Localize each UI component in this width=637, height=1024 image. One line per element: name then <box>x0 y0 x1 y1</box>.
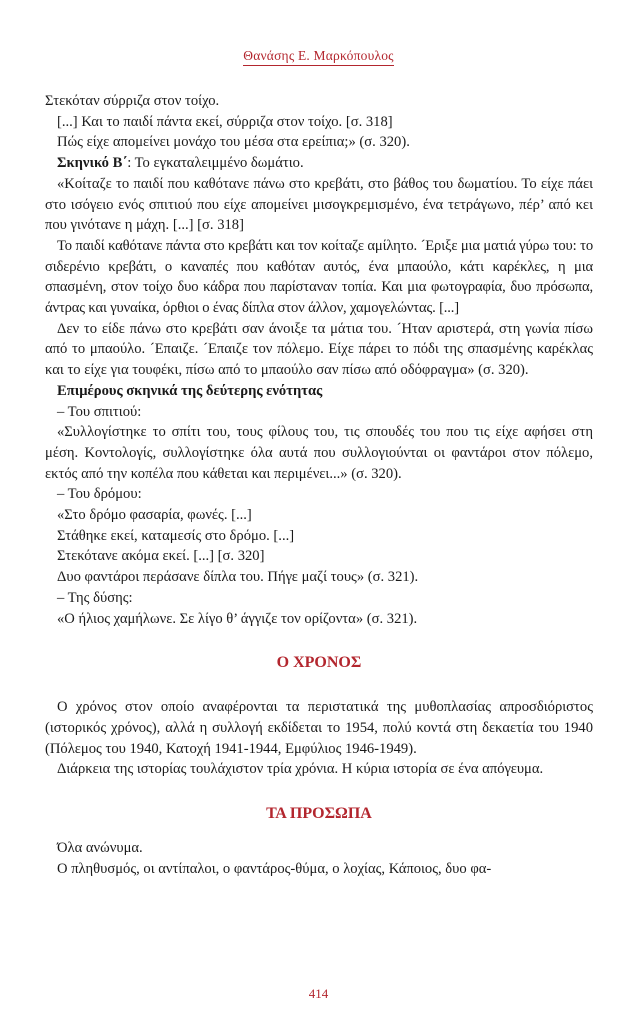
paragraph: Ο χρόνος στον οποίο αναφέρονται τα περιστατικά της μυθοπλασίας απροσδιόριστος (ιστορικός χρόνος), αλλά η συλλογή εκδίδεται το 1954, πολύ κοντά στη δεκαετία του 1940 (Πόλεμος του 1940, Κατοχή 1941-1944, Εμφύλιος 1946-1949). <box>45 699 593 757</box>
quote-paragraph: «Συλλογίστηκε το σπίτι του, τους φίλους του, τις σπουδές του που τις είχε αφήσει στη μέση. Κοντολογίς, συλλογίστηκε όλα αυτά που συλλογιούνται οι φαντάροι στον πόλεμο, εκτός από την κοπέλα που κάθεται και περιμένει...» (σ. 320). <box>45 424 593 482</box>
text-line: Στάθηκε εκεί, καταμεσίς στο δρόμο. [...] <box>57 527 295 544</box>
paragraph: Ο πληθυσμός, οι αντίπαλοι, ο φαντάρος-θύμα, ο λοχίας, Κάποιος, δυο φα- <box>57 860 492 877</box>
scene-b-line <box>45 153 593 174</box>
quote-paragraph: Το παιδί καθότανε πάντα στο κρεβάτι και τον κοίταζε αμίλητο. ´Εριξε μια ματιά γύρω του: το σιδερένιο κρεβάτι, ο καναπές που καθόταν αυτός, ένα μπαούλο, κάτι καρέκλες, η μια σπασμένη, στον τοίχο δυο κάδρα που παρίσταναν τοπία. Και μια φωτογραφία, δυο πρόσωπα, άντρας και γυναίκα, όρθιοι ο ένας δίπλα στον άλλον, χαμογελώντας. [...] <box>45 237 593 317</box>
text-line: Πώς είχε απομείνει μονάχο του μέσα στα ερείπια;» (σ. 320). <box>57 134 410 151</box>
spacer <box>45 629 593 653</box>
page-number: 414 <box>308 986 329 1001</box>
paragraph: Όλα ανώνυμα. <box>57 840 143 857</box>
text-line: Στεκόταν σύρριζα στον τοίχο. <box>45 93 220 109</box>
text-line: Δυο φαντάροι περάσανε δίπλα του. Πήγε μαζί τους» (σ. 321). <box>57 569 419 586</box>
quote-paragraph: Δεν το είδε πάνω στο κρεβάτι σαν άνοιξε τα μάτια του. ´Ηταν αριστερά, στη γωνία πίσω από το μπαούλο. ´Επαιζε. ´Επαιζε τον πόλεμο. Είχε πάρει το πόδι της σπασμένης καρέκλας και το είχε για τουφέκι, πίσω από το μπαούλο σαν πίσω από οδόφραγμα» (σ. 320). <box>45 320 593 379</box>
spacer <box>45 780 593 804</box>
spacer <box>45 824 593 838</box>
author-name: Θανάσης Ε. Μαρκόπουλος <box>243 48 393 66</box>
paragraph: Διάρκεια της ιστορίας τουλάχιστον τρία χρόνια. Η κύρια ιστορία σε ένα απόγευμα. <box>57 761 544 778</box>
running-head <box>0 48 637 64</box>
text-line: [...] Και το παιδί πάντα εκεί, σύρριζα στον τοίχο. [σ. 318] <box>57 113 393 130</box>
text-line: «Ο ήλιος χαμήλωνε. Σε λίγο θ’ άγγιζε τον ορίζοντα» (σ. 321). <box>57 610 418 627</box>
list-item: – Του σπιτιού: <box>57 403 142 420</box>
text-line: «Στο δρόμο φασαρία, φωνές. [...] <box>57 507 252 524</box>
quote-paragraph: «Κοίταζε το παιδί που καθότανε πάνω στο κρεβάτι, στο βάθος του δωματίου. Το είχε πάει στο ισόγειο ενός σπιτιού που είχε απομείνει μισογκρεμισμένο, ένα τετράγωνο, πέρ’ από κει που γινότανε η μάχη. [...] [σ. 318] <box>45 175 593 234</box>
scene-b-title: : Το εγκαταλειμμένο δωμάτιο. <box>127 155 304 172</box>
page-body <box>45 91 593 880</box>
list-item: – Της δύσης: <box>57 589 133 606</box>
section-heading-persons: ΤΑ ΠΡΟΣΩΠΑ <box>266 805 372 823</box>
spacer <box>45 673 593 697</box>
section-heading-time: Ο ΧΡΟΝΟΣ <box>276 654 362 672</box>
scene-b-label: Σκηνικό Β΄ <box>57 155 128 172</box>
text-line: Στεκότανε ακόμα εκεί. [...] [σ. 320] <box>57 548 265 565</box>
list-item: – Του δρόμου: <box>57 486 142 503</box>
subsection-heading: Επιμέρους σκηνικά της δεύτερης ενότητας <box>57 382 323 399</box>
